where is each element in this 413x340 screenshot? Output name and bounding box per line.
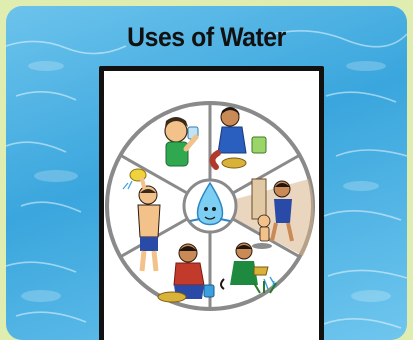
uses-wheel: [104, 71, 319, 340]
picture-frame: [99, 66, 324, 340]
poster-card: [6, 6, 407, 340]
picture-panel: [104, 71, 319, 340]
poster-title: Uses of Water: [127, 22, 286, 52]
